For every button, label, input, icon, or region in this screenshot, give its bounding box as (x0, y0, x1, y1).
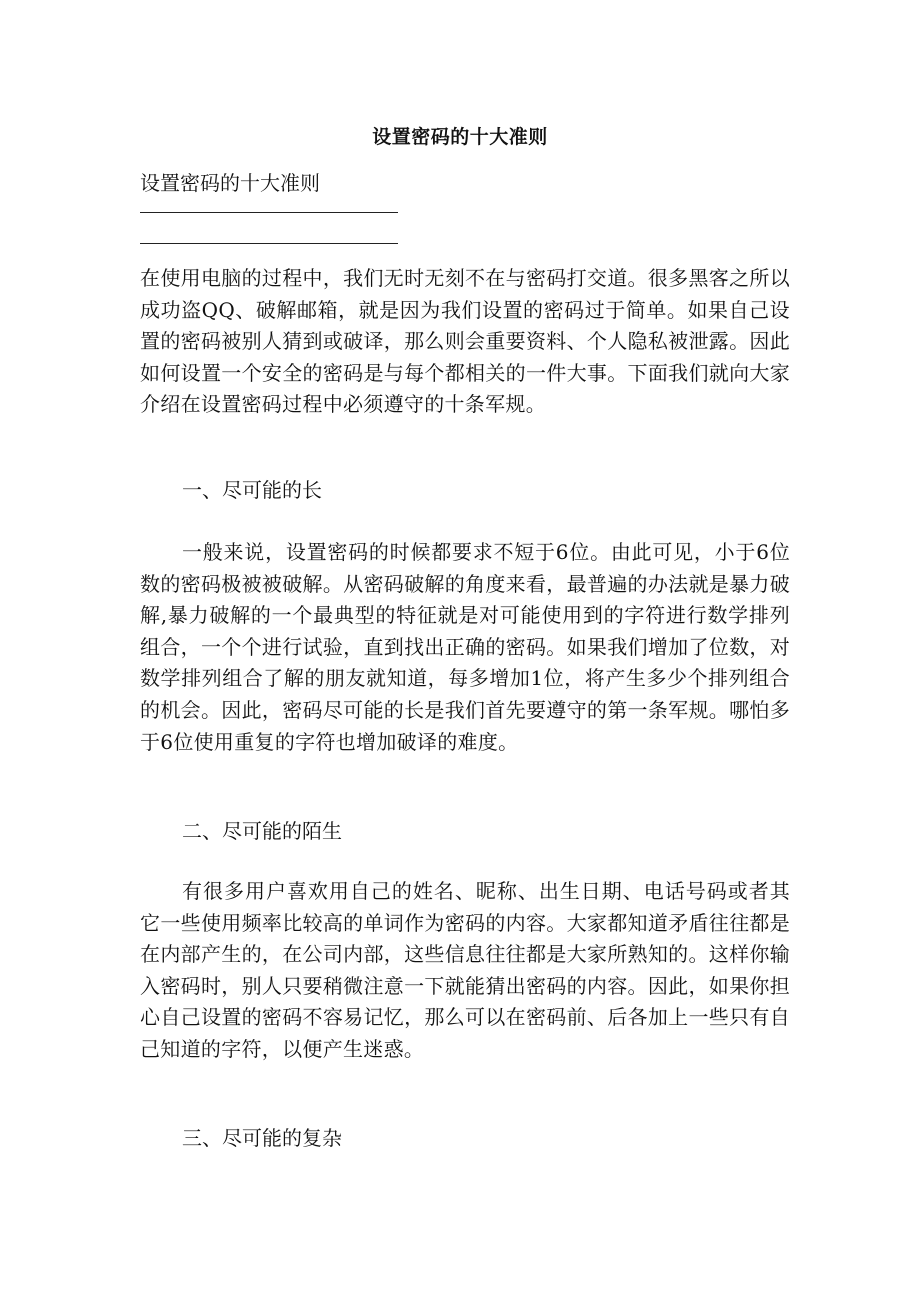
section-heading: 二、尽可能的陌生 (182, 819, 342, 843)
intro-paragraph: 在使用电脑的过程中，我们无时无刻不在与密码打交道。很多黑客之所以成功盗QQ、破解邮箱，就是因为我们设置的密码过于简单。如果自己设置的密码被别人猜到或破译，那么则会重要资料、个人隐私被泄露。因此如何设置一个安全的密码是与每个都相关的一件大事。下面我们就向大家介绍在设置密码过程中必须遵守的十条军规。 (140, 266, 790, 417)
document-subtitle: 设置密码的十大准则 (140, 171, 320, 195)
section-paragraph: 一般来说，设置密码的时候都要求不短于6位。由此可见，小于6位数的密码极被被破解。从密码破解的角度来看，最普遍的办法就是暴力破解,暴力破解的一个最典型的特征就是对可能使用到的字符进行数学排列组合，一个个进行试验，直到找出正确的密码。如果我们增加了位数，对数学排列组合了解的朋友就知道，每多增加1位，将产生多少个排列组合的机会。因此，密码尽可能的长是我们首先要遵守的第一条军规。哪怕多于6位使用重复的字符也增加破译的难度。 (140, 540, 790, 754)
divider-line (140, 243, 398, 244)
section-heading: 一、尽可能的长 (182, 478, 322, 502)
section-heading: 三、尽可能的复杂 (182, 1126, 342, 1150)
divider-line (140, 212, 398, 213)
section-paragraph: 有很多用户喜欢用自己的姓名、昵称、出生日期、电话号码或者其它一些使用频率比较高的单词作为密码的内容。大家都知道矛盾往往都是在内部产生的，在公司内部，这些信息往往都是大家所熟知的。这样你输入密码时，别人只要稍微注意一下就能猜出密码的内容。因此，如果你担心自己设置的密码不容易记忆，那么可以在密码前、后各加上一些只有自己知道的字符，以便产生迷惑。 (140, 879, 790, 1061)
document-title: 设置密码的十大准则 (372, 126, 548, 148)
